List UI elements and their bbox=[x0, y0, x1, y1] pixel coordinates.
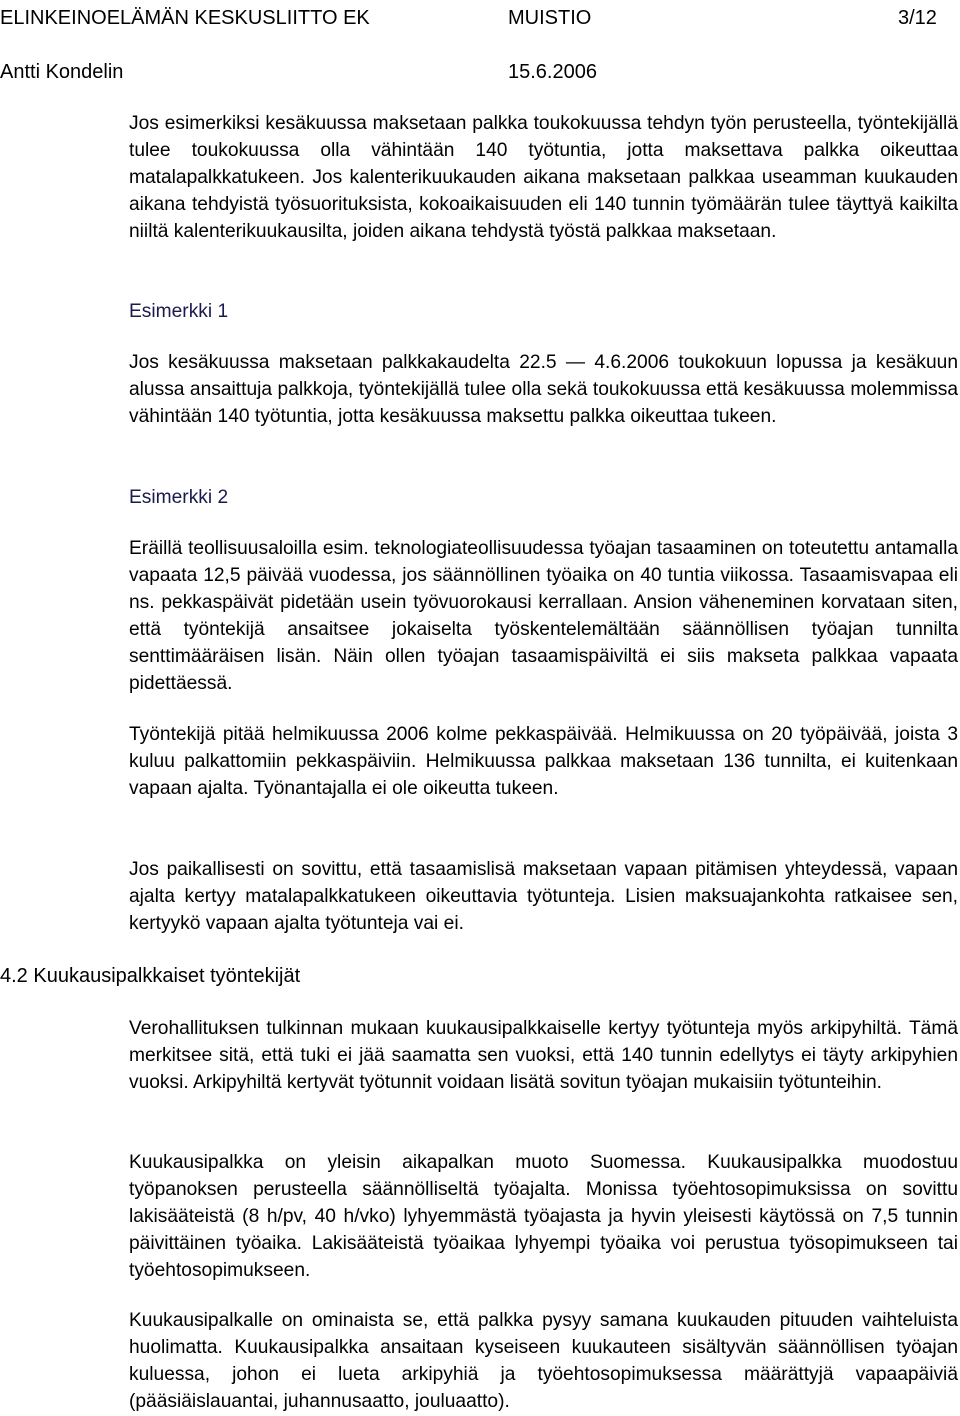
paragraph-text: Jos esimerkiksi kesäkuussa maksetaan palkka toukokuussa tehdyn työn perusteella, työntekijällä tulee toukokuussa olla vähintään 140 työtuntia, jotta maksettava palkka oikeuttaa matalapalkkatukeen. Jos kalenterikuukauden aikana maksetaan palkkaa useamman kuukauden aikana tehdyistä työsuorituksista, kokoaikaisuuden eli 140 tunnin työmäärän tulee täyttyä kaikilta niiltä kalenterikuukausilta, joiden aikana tehdystä työstä palkkaa maksetaan. bbox=[129, 113, 958, 242]
example-1-text bbox=[129, 349, 958, 430]
paragraph-local-agreement bbox=[129, 856, 958, 937]
paragraph-arkipyhat bbox=[129, 1015, 958, 1096]
organization-name: ELINKEINOELÄMÄN KESKUSLIITTO EK bbox=[0, 7, 370, 29]
paragraph-text: Jos paikallisesti on sovittu, että tasaamislisä maksetaan vapaan pitämisen yhteydessä, vapaan ajalta kertyy matalapalkkatukeen oikeuttavia työtunteja. Lisien maksuajankohta ratkaisee sen, kertyykö vapaan ajalta työtunteja vai ei. bbox=[129, 859, 958, 934]
section-heading-4-2: 4.2 Kuukausipalkkaiset työntekijät bbox=[0, 965, 301, 987]
paragraph-kuukausipalkka-ominaisuus bbox=[129, 1307, 958, 1415]
paragraph-text: Kuukausipalkalle on ominaista se, että palkka pysyy samana kuukauden pituuden vaihteluista huolimatta. Kuukausipalkka ansaitaan kyseiseen kuukauteen sisältyvän säännöllisen työajan kuluessa, johon ei lueta arkipyhiä ja työehtosopimuksessa määrättyjä vapaapäiviä (pääsiäislauantai, juhannusaatto, jouluaatto). bbox=[129, 1310, 958, 1412]
paragraph-kuukausipalkka bbox=[129, 1149, 958, 1284]
document-type: MUISTIO bbox=[508, 7, 592, 29]
paragraph-text: Työntekijä pitää helmikuussa 2006 kolme pekkaspäivää. Helmikuussa on 20 työpäivää, joista 3 kuluu palkattomiin pekkaspäiviin. Helmikuussa palkkaa maksetaan 136 tunnilta, ei kuitenkaan vapaan ajalta. Työnantajalla ei ole oikeutta tukeen. bbox=[129, 724, 958, 799]
paragraph-text: Kuukausipalkka on yleisin aikapalkan muoto Suomessa. Kuukausipalkka muodostuu työpanoksen perusteella säännölliseltä työajalta. Monissa työehtosopimuksissa on sovittu lakisääteistä (8 h/pv, 40 h/vko) lyhyemmästä työajasta ja hyvin yleisesti käytössä on 7,5 tunnin päivittäinen työaika. Lakisääteistä työaikaa lyhyempi työaika voi perustua työsopimukseen tai työehtosopimukseen. bbox=[129, 1152, 958, 1281]
example-2-text bbox=[129, 535, 958, 697]
document-date: 15.6.2006 bbox=[508, 61, 597, 83]
paragraph-text: Verohallituksen tulkinnan mukaan kuukausipalkkaiselle kertyy työtunteja myös arkipyhiltä. Tämä merkitsee sitä, että tuki ei jää saamatta sen vuoksi, että 140 tunnin edellytys ei täyty arkipyhien vuoksi. Arkipyhiltä kertyvät työtunnit voidaan lisätä sovitun työajan mukaisiin työtunteihin. bbox=[129, 1018, 958, 1093]
paragraph-pekkaspaivat bbox=[129, 721, 958, 802]
paragraph-text: Eräillä teollisuusaloilla esim. teknologiateollisuudessa työajan tasaaminen on toteutettu antamalla vapaata 12,5 päivää vuodessa, jos säännöllinen työaika on 40 tuntia viikossa. Tasaamisvapaa eli ns. pekkaspäivät pidetään usein työvuorokausi kerrallaan. Ansion väheneminen korvataan siten, että työntekijä ansaitsee jokaiselta työskentelemältään säännöllisen työajan tunnilta senttimääräisen lisän. Näin ollen työajan tasaamispäiviltä ei siis makseta palkkaa vapaata pidettäessä. bbox=[129, 538, 958, 694]
example-2-title: Esimerkki 2 bbox=[129, 487, 229, 508]
author-name: Antti Kondelin bbox=[0, 61, 124, 83]
example-1-title: Esimerkki 1 bbox=[129, 301, 229, 322]
paragraph-text: Jos kesäkuussa maksetaan palkkakaudelta 22.5 — 4.6.2006 toukokuun lopussa ja kesäkuun alussa ansaittuja palkkoja, työntekijällä tulee olla sekä toukokuussa että kesäkuussa molemmissa vähintään 140 työtuntia, jotta kesäkuussa maksettu palkka oikeuttaa tukeen. bbox=[129, 352, 958, 427]
page-number: 3/12 bbox=[898, 7, 937, 29]
paragraph-payment-timing bbox=[129, 110, 958, 245]
